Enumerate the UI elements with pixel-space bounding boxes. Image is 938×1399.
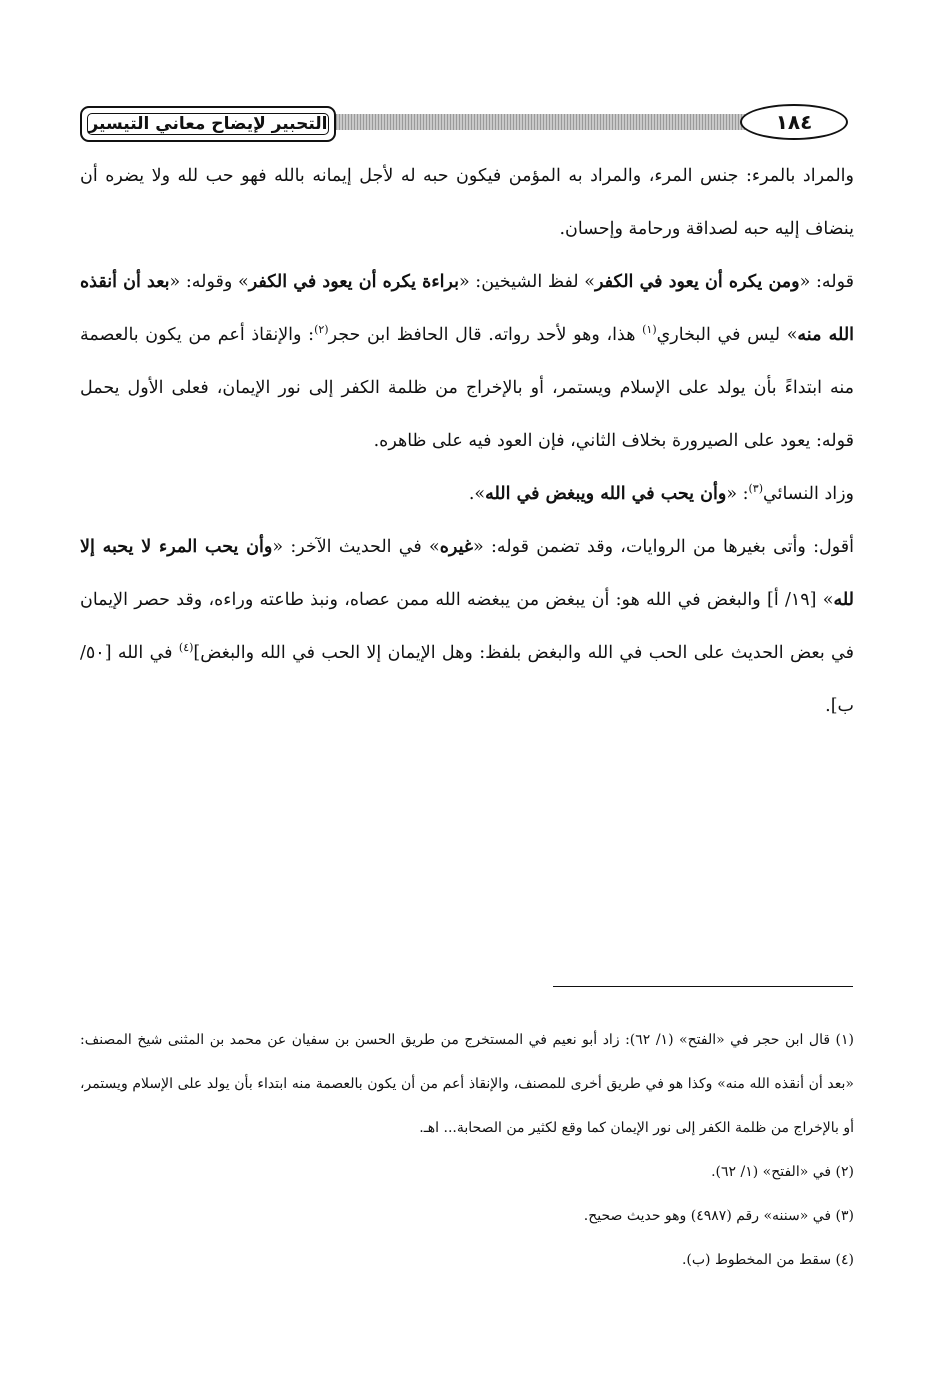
text-run: : « xyxy=(726,484,749,504)
paragraph-1: والمراد بالمرء: جنس المرء، والمراد به المؤمن فيكون حبه له لأجل إيمانه بالله فهو حب لله ولا يضره أن ينضاف إليه حبه لصداقة ورحامة وإحسان. xyxy=(80,166,854,239)
text-run: » في الحديث الآخر: « xyxy=(272,537,440,557)
footnote-1: (١) قال ابن حجر في «الفتح» (١/ ٦٢): زاد أبو نعيم في المستخرج من طريق الحسن بن سفيان عن محمد بن المثنى شيخ المصنف: «بعد أن أنقذه الله منه» وكذا هو في طريق أخرى للمصنف، والإنقاذ أعم من أن يكون بالعصمة منه ابتداء بأن يولد على الإسلام ويستمر، أو بالإخراج من ظلمة الكفر إلى نور الإيمان كما وقع لكثير من الصحابة... اهـ. xyxy=(80,1032,855,1136)
text-run: » [١٩/ أ] والبغض في الله هو: أن يبغض من يبغضه الله ممن عصاه، ونبذ طاعته وراءه، وقد حصر الإيمان في بعض الحديث على الحب في الله والبغض بلفظ: وهل الإيمان إلا الحب في الله والبغض] xyxy=(80,590,854,663)
text-run: » ليس في البخاري xyxy=(656,325,798,345)
paragraph-2 xyxy=(80,256,854,468)
footnote-4: (٤) سقط من المخطوط (ب). xyxy=(681,1252,854,1268)
footnote-separator xyxy=(553,986,853,987)
text-run: وزاد النسائي xyxy=(763,484,854,504)
footnote-3: (٣) في «سننه» رقم (٤٩٨٧) وهو حديث صحيح. xyxy=(583,1208,854,1224)
text-run: » لفظ الشيخين: « xyxy=(458,272,596,292)
footnote-2: (٢) في «الفتح» (١/ ٦٢). xyxy=(711,1164,854,1180)
footnotes xyxy=(80,1018,854,1282)
book-title: التحبير لإيضاح معاني التيسير xyxy=(88,114,328,134)
text-run: : والإنقاذ أعم من يكون بالعصمة منه ابتداءً بأن يولد على الإسلام ويستمر، أو بالإخراج من ظلمة الكفر إلى نور الإيمان، فعلى الأول يحمل قوله: يعود على الصيرورة بخلاف الثاني، فإن العود فيه على ظاهره. xyxy=(80,325,854,451)
footnote-ref-2: (٢) xyxy=(314,323,329,337)
text-run: ». xyxy=(468,484,486,504)
hadith-quote: ومن يكره أن يعود في الكفر xyxy=(595,272,800,292)
footnote-ref-4: (٤) xyxy=(178,641,194,655)
hadith-quote: براءة يكره أن يعود في الكفر xyxy=(248,272,459,292)
text-run: في الله [٥٠/ ب]. xyxy=(80,643,854,716)
footnote-ref-3: (٣) xyxy=(748,482,763,496)
book-title-box xyxy=(80,106,336,142)
hadith-quote: وأن يحب في الله ويبغض في الله xyxy=(485,484,727,504)
hadith-quote: بعد أن أنقذه الله منه xyxy=(80,272,855,345)
main-text xyxy=(80,150,854,733)
text-run: أقول: وأتى بغيرها من الروايات، وقد تضمن قوله: « xyxy=(473,537,855,557)
text-run: هذا، وهو لأحد رواته. قال الحافظ ابن حجر xyxy=(328,325,643,345)
page-number-badge xyxy=(740,104,848,140)
paragraph-4 xyxy=(80,521,854,733)
hadith-quote: وأن يحب المرء لا يحبه إلا لله xyxy=(80,537,854,610)
paragraph-3 xyxy=(80,468,854,521)
footnote-ref-1: (١) xyxy=(642,323,657,337)
running-header xyxy=(80,100,854,150)
hadith-quote: غيره xyxy=(439,537,474,557)
text-run: » وقوله: « xyxy=(169,272,249,292)
page-number: ١٨٤ xyxy=(775,110,813,134)
text-run: قوله: « xyxy=(799,272,854,292)
